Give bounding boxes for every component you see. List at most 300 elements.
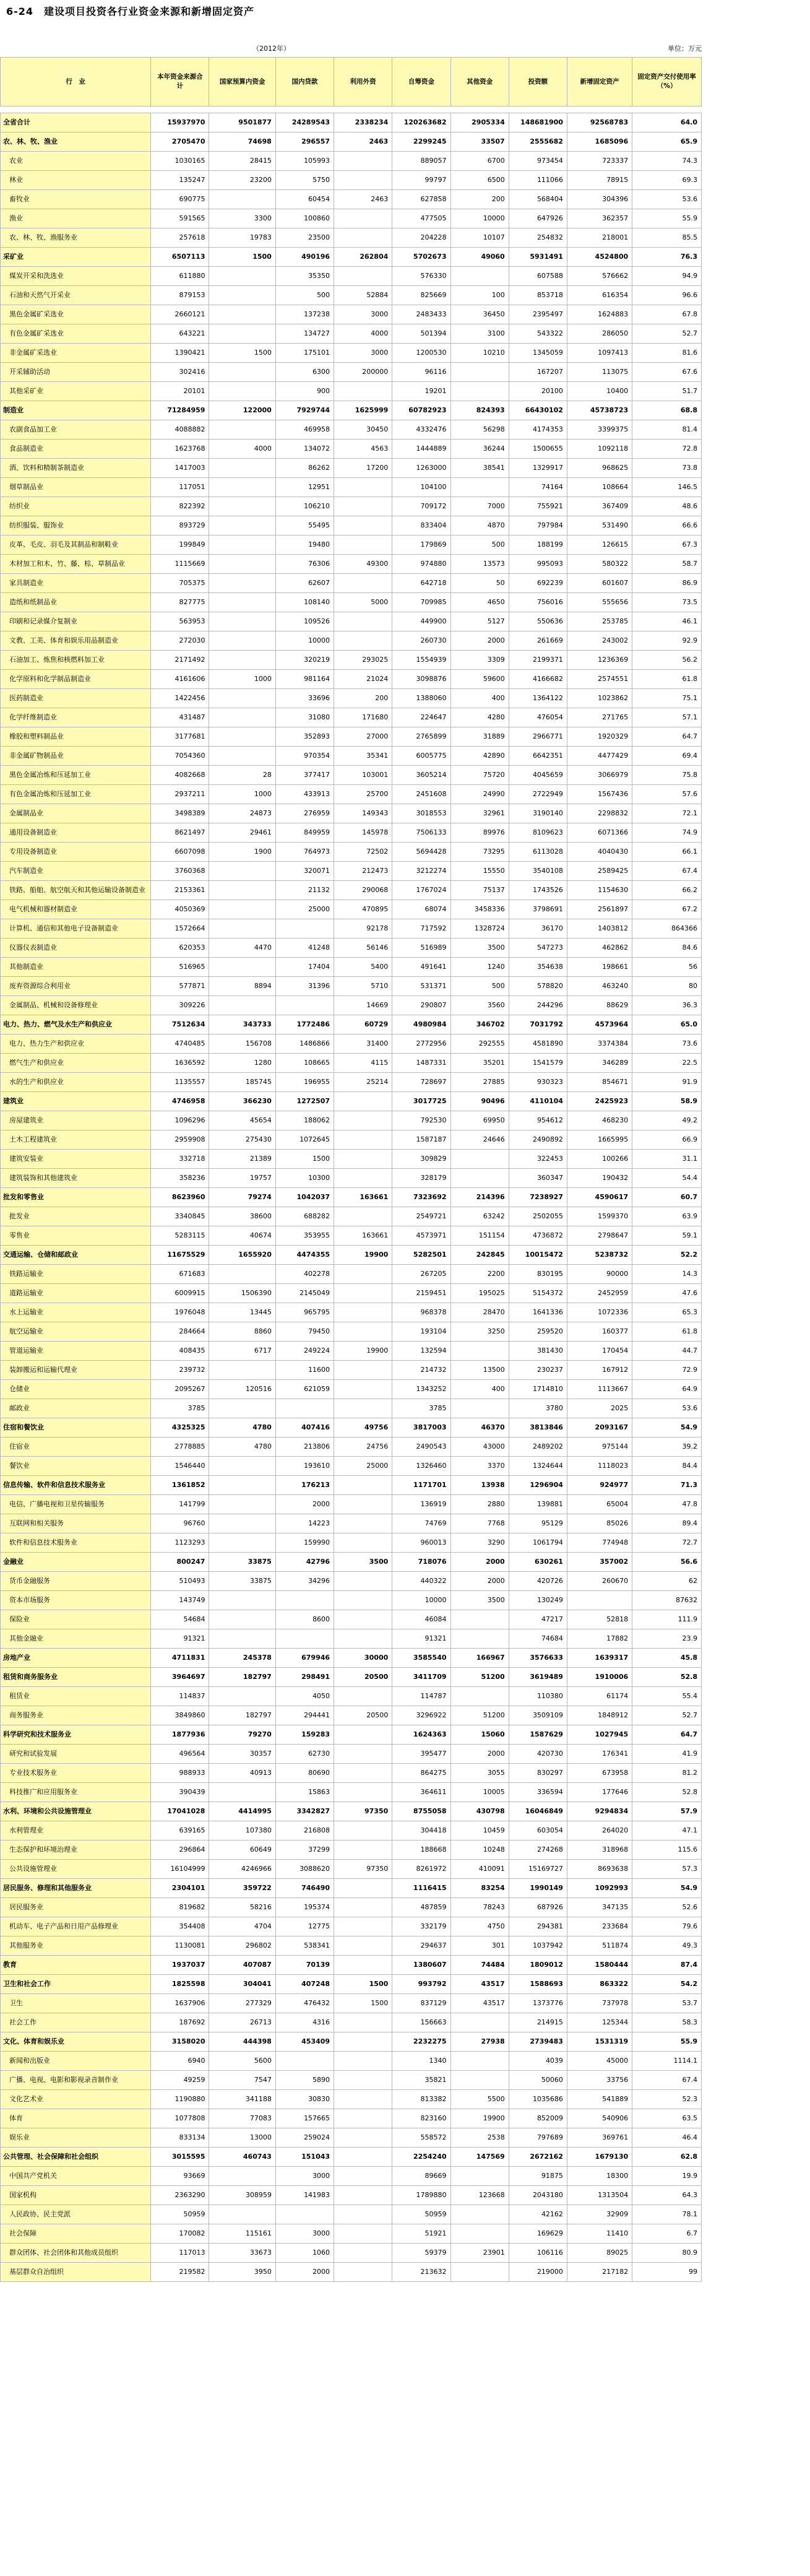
table-cell: 151154	[450, 1226, 509, 1246]
table-cell	[450, 363, 509, 382]
table-cell: 4000	[209, 440, 275, 459]
table-cell: 2000	[450, 631, 509, 651]
table-cell: 53.7	[632, 1994, 702, 2013]
table-cell: 63.9	[632, 1207, 702, 1226]
table-cell: 196955	[275, 1073, 334, 1092]
table-cell: 591565	[151, 209, 209, 228]
table-cell: 56146	[334, 939, 392, 958]
table-cell: 460743	[209, 2148, 275, 2167]
table-cell: 49756	[334, 1418, 392, 1438]
table-cell: 10000	[275, 631, 334, 651]
table-cell: 308959	[209, 2186, 275, 2205]
table-cell: 33875	[209, 1572, 275, 1591]
table-cell: 67.3	[632, 536, 702, 555]
table-row-group	[1, 1725, 702, 1745]
table-cell: 8261972	[392, 1860, 450, 1879]
table-cell: 73.8	[632, 459, 702, 478]
table-cell	[334, 1380, 392, 1399]
table-row	[1, 267, 702, 286]
table-cell	[209, 267, 275, 286]
table-cell: 353955	[275, 1226, 334, 1246]
table-cell: 64.9	[632, 1380, 702, 1399]
table-cell: 17404	[275, 958, 334, 977]
table-cell: 57.6	[632, 785, 702, 804]
table-cell: 204228	[392, 228, 450, 248]
table-cell: 688282	[275, 1207, 334, 1226]
table-cell: 132594	[392, 1342, 450, 1361]
column-header: 本年资金来源合计	[151, 58, 209, 106]
table-cell: 854671	[567, 1073, 632, 1092]
row-label: 水利、环境和公共设施管理业	[1, 1802, 151, 1821]
row-label: 建筑业	[1, 1092, 151, 1111]
table-cell: 78243	[450, 1898, 509, 1917]
table-cell	[209, 363, 275, 382]
table-cell: 16104999	[151, 1860, 209, 1879]
table-cell: 106116	[509, 2244, 567, 2263]
table-cell: 1417003	[151, 459, 209, 478]
table-cell: 193610	[275, 1457, 334, 1476]
row-label: 采矿业	[1, 248, 151, 267]
table-cell: 200	[450, 190, 509, 209]
table-cell: 47.8	[632, 1495, 702, 1514]
table-cell: 346289	[567, 1054, 632, 1073]
table-row	[1, 2167, 702, 2186]
table-row-group	[1, 1879, 702, 1898]
table-cell: 3411709	[392, 1668, 450, 1687]
table-cell: 407248	[275, 1975, 334, 1994]
table-cell: 4280	[450, 708, 509, 727]
row-label: 黑色金属冶炼和压延加工业	[1, 766, 151, 785]
table-cell	[209, 727, 275, 747]
table-cell: 3760368	[151, 862, 209, 881]
table-cell: 1092118	[567, 440, 632, 459]
table-cell: 64.7	[632, 727, 702, 747]
table-cell: 679946	[275, 1649, 334, 1668]
table-cell: 11675529	[151, 1246, 209, 1265]
table-cell: 2538	[450, 2128, 509, 2148]
table-row	[1, 152, 702, 171]
table-cell: 120516	[209, 1380, 275, 1399]
table-cell: 1531319	[567, 2032, 632, 2052]
table-cell: 72.9	[632, 1361, 702, 1380]
table-cell: 213806	[275, 1438, 334, 1457]
table-cell: 960013	[392, 1533, 450, 1553]
table-cell: 1092993	[567, 1879, 632, 1898]
table-cell: 176341	[567, 1745, 632, 1764]
table-cell: 4746958	[151, 1092, 209, 1111]
table-cell: 277329	[209, 1994, 275, 2013]
table-cell: 822392	[151, 497, 209, 516]
table-cell: 59.1	[632, 1226, 702, 1246]
row-label: 全省合计	[1, 113, 151, 132]
row-label: 信息传输、软件和信息技术服务业	[1, 1476, 151, 1495]
table-cell: 1023862	[567, 689, 632, 708]
table-cell: 4750	[450, 1917, 509, 1936]
table-cell: 3000	[275, 2167, 334, 2186]
table-row	[1, 631, 702, 651]
table-cell: 705375	[151, 574, 209, 593]
table-cell: 5400	[334, 958, 392, 977]
table-row-group	[1, 1092, 702, 1111]
table-cell	[209, 497, 275, 516]
row-label: 非金属矿物制品业	[1, 747, 151, 766]
table-row	[1, 363, 702, 382]
table-cell	[275, 1591, 334, 1610]
table-cell: 219582	[151, 2263, 209, 2282]
row-label: 废弃资源综合利用业	[1, 977, 151, 996]
table-row	[1, 823, 702, 843]
table-cell: 170082	[151, 2224, 209, 2244]
row-label: 农业	[1, 152, 151, 171]
table-cell: 5694428	[392, 843, 450, 862]
row-label: 农、林、牧、渔服务业	[1, 228, 151, 248]
table-cell: 2937211	[151, 785, 209, 804]
table-cell: 1135557	[151, 1073, 209, 1092]
table-cell: 72.8	[632, 440, 702, 459]
table-cell: 10210	[450, 344, 509, 363]
table-cell: 717592	[392, 919, 450, 939]
table-cell: 3500	[334, 1553, 392, 1572]
table-cell: 33696	[275, 689, 334, 708]
column-header: 国家预算内资金	[209, 58, 275, 106]
table-cell: 117013	[151, 2244, 209, 2263]
table-cell: 199849	[151, 536, 209, 555]
table-cell	[334, 2186, 392, 2205]
table-cell	[209, 2167, 275, 2186]
table-cell: 74.9	[632, 823, 702, 843]
table-cell	[334, 1841, 392, 1860]
table-row	[1, 2205, 702, 2224]
table-cell	[334, 171, 392, 190]
table-cell: 74684	[509, 1629, 567, 1649]
row-label: 批发和零售业	[1, 1188, 151, 1207]
row-label: 烟草制品业	[1, 478, 151, 497]
table-cell: 2145049	[275, 1284, 334, 1303]
table-cell: 19783	[209, 228, 275, 248]
table-cell: 55.9	[632, 209, 702, 228]
table-cell: 41248	[275, 939, 334, 958]
table-cell: 3300	[209, 209, 275, 228]
table-cell: 90496	[450, 1092, 509, 1111]
table-cell: 1623768	[151, 440, 209, 459]
table-cell: 833134	[151, 2128, 209, 2148]
table-cell: 1500655	[509, 440, 567, 459]
table-row	[1, 2090, 702, 2109]
row-label: 煤炭开采和洗选业	[1, 267, 151, 286]
row-label: 餐饮业	[1, 1457, 151, 1476]
table-cell: 4736872	[509, 1226, 567, 1246]
table-cell: 91321	[151, 1629, 209, 1649]
table-cell: 96116	[392, 363, 450, 382]
table-cell	[334, 612, 392, 631]
table-cell: 294381	[509, 1917, 567, 1936]
table-cell: 3055	[450, 1764, 509, 1783]
row-label: 橡胶和塑料制品业	[1, 727, 151, 747]
table-cell: 224647	[392, 708, 450, 727]
table-cell: 3813846	[509, 1418, 567, 1438]
table-cell: 516965	[151, 958, 209, 977]
table-cell	[209, 516, 275, 536]
row-label: 互联网和相关服务	[1, 1514, 151, 1533]
row-label: 广播、电视、电影和影视录音制作业	[1, 2071, 151, 2090]
table-row	[1, 1226, 702, 1246]
table-cell: 531371	[392, 977, 450, 996]
table-cell: 54.2	[632, 1975, 702, 1994]
table-cell: 26713	[209, 2013, 275, 2032]
table-cell: 53.6	[632, 1399, 702, 1418]
table-cell: 2395497	[509, 305, 567, 324]
row-label: 批发业	[1, 1207, 151, 1226]
table-cell: 13938	[450, 1476, 509, 1495]
table-cell: 4524800	[567, 248, 632, 267]
table-cell: 33875	[209, 1553, 275, 1572]
row-label: 卫生和社会工作	[1, 1975, 151, 1994]
table-row-group	[1, 1246, 702, 1265]
table-cell: 1390421	[151, 344, 209, 363]
table-cell: 3018553	[392, 804, 450, 823]
table-row	[1, 862, 702, 881]
table-cell: 3017725	[392, 1092, 450, 1111]
table-cell: 99797	[392, 171, 450, 190]
table-cell	[275, 996, 334, 1015]
table-cell: 17200	[334, 459, 392, 478]
table-cell: 15550	[450, 862, 509, 881]
table-cell: 4174353	[509, 420, 567, 440]
row-label: 房屋建筑业	[1, 1111, 151, 1130]
table-cell: 1042037	[275, 1188, 334, 1207]
table-cell: 367409	[567, 497, 632, 516]
table-cell: 139881	[509, 1495, 567, 1514]
table-cell: 995093	[509, 555, 567, 574]
table-row	[1, 727, 702, 747]
table-cell: 616354	[567, 286, 632, 305]
table-cell: 864275	[392, 1764, 450, 1783]
table-cell: 171680	[334, 708, 392, 727]
table-cell: 2489202	[509, 1438, 567, 1457]
table-cell: 108665	[275, 1054, 334, 1073]
table-cell: 671683	[151, 1265, 209, 1284]
spacer-cell	[1, 106, 702, 113]
table-cell: 3212274	[392, 862, 450, 881]
table-cell: 10248	[450, 1841, 509, 1860]
table-cell: 3458336	[450, 900, 509, 919]
table-cell: 97350	[334, 1802, 392, 1821]
table-cell: 4332476	[392, 420, 450, 440]
table-cell: 6005775	[392, 747, 450, 766]
table-cell: 7929744	[275, 401, 334, 420]
table-cell: 62	[632, 1572, 702, 1591]
row-label: 文教、工美、体育和娱乐用品制造业	[1, 631, 151, 651]
row-label: 金融业	[1, 1553, 151, 1572]
table-cell: 6071366	[567, 823, 632, 843]
table-cell: 103001	[334, 766, 392, 785]
table-cell	[334, 497, 392, 516]
table-cell	[209, 190, 275, 209]
table-cell: 500	[275, 286, 334, 305]
table-cell: 72.1	[632, 804, 702, 823]
row-label: 仓储业	[1, 1380, 151, 1399]
table-cell: 6607098	[151, 843, 209, 862]
table-cell: 111.9	[632, 1610, 702, 1629]
table-cell: 114837	[151, 1687, 209, 1706]
table-cell: 97350	[334, 1860, 392, 1879]
table-cell: 576330	[392, 267, 450, 286]
table-cell	[450, 1150, 509, 1169]
table-cell: 1060	[275, 2244, 334, 2263]
table-cell: 3342827	[275, 1802, 334, 1821]
table-row	[1, 804, 702, 823]
table-cell: 91321	[392, 1629, 450, 1649]
table-cell: 89.4	[632, 1514, 702, 1533]
table-cell	[334, 1917, 392, 1936]
table-cell: 39.2	[632, 1438, 702, 1457]
table-cell: 1190880	[151, 2090, 209, 2109]
table-cell: 3088620	[275, 1860, 334, 1879]
table-cell	[209, 881, 275, 900]
table-cell: 555656	[567, 593, 632, 612]
table-cell: 169629	[509, 2224, 567, 2244]
table-cell: 2095267	[151, 1380, 209, 1399]
table-cell: 21389	[209, 1150, 275, 1169]
table-row	[1, 843, 702, 862]
table-cell: 4870	[450, 516, 509, 536]
table-cell: 47.6	[632, 1284, 702, 1303]
table-cell: 1624883	[567, 305, 632, 324]
table-cell: 188668	[392, 1841, 450, 1860]
table-cell: 52.8	[632, 1783, 702, 1802]
table-row	[1, 1745, 702, 1764]
table-cell	[334, 1936, 392, 1956]
table-cell	[450, 2013, 509, 2032]
table-cell: 96.6	[632, 286, 702, 305]
table-cell: 11600	[275, 1361, 334, 1380]
table-cell: 15169727	[509, 1860, 567, 1879]
table-row	[1, 2052, 702, 2071]
table-cell: 292555	[450, 1034, 509, 1054]
table-cell: 214396	[450, 1188, 509, 1207]
table-cell: 3780	[509, 1399, 567, 1418]
table-cell: 34296	[275, 1572, 334, 1591]
row-label: 房地产业	[1, 1649, 151, 1668]
table-cell: 547273	[509, 939, 567, 958]
table-cell: 59379	[392, 2244, 450, 2263]
table-cell: 930323	[509, 1073, 567, 1092]
table-cell: 76306	[275, 555, 334, 574]
table-cell: 2000	[450, 1745, 509, 1764]
table-cell	[334, 2032, 392, 2052]
table-cell: 1679130	[567, 2148, 632, 2167]
table-cell: 146.5	[632, 478, 702, 497]
table-cell: 477505	[392, 209, 450, 228]
table-cell: 1324644	[509, 1457, 567, 1476]
table-cell: 56298	[450, 420, 509, 440]
table-cell: 58216	[209, 1898, 275, 1917]
table-cell: 4088882	[151, 420, 209, 440]
table-cell: 52.7	[632, 1706, 702, 1725]
table-cell: 369761	[567, 2128, 632, 2148]
table-cell: 5750	[275, 171, 334, 190]
table-cell: 500	[450, 977, 509, 996]
table-cell: 377417	[275, 766, 334, 785]
table-cell: 3560	[450, 996, 509, 1015]
table-cell: 10015472	[509, 1246, 567, 1265]
table-cell: 1587187	[392, 1130, 450, 1150]
table-cell: 336594	[509, 1783, 567, 1802]
table-cell: 156663	[392, 2013, 450, 2032]
table-cell: 1567436	[567, 785, 632, 804]
table-cell: 32909	[567, 2205, 632, 2224]
table-cell: 78915	[567, 171, 632, 190]
table-cell	[450, 267, 509, 286]
table-cell: 141799	[151, 1495, 209, 1514]
table-cell: 1380607	[392, 1956, 450, 1975]
table-cell: 853718	[509, 286, 567, 305]
row-label: 装卸搬运和运输代理业	[1, 1361, 151, 1380]
table-cell: 603054	[509, 1821, 567, 1841]
column-header: 行 业	[1, 58, 151, 106]
table-row	[1, 1284, 702, 1303]
table-cell: 402278	[275, 1265, 334, 1284]
table-cell	[334, 2052, 392, 2071]
table-cell: 8623960	[151, 1188, 209, 1207]
table-cell: 17882	[567, 1629, 632, 1649]
table-cell: 23.9	[632, 1629, 702, 1649]
row-label: 保险业	[1, 1610, 151, 1629]
table-row-group	[1, 1476, 702, 1495]
table-row	[1, 785, 702, 804]
table-cell	[209, 1514, 275, 1533]
row-label: 专业技术服务业	[1, 1764, 151, 1783]
table-cell: 260730	[392, 631, 450, 651]
table-cell: 46.4	[632, 2128, 702, 2148]
table-cell: 93669	[151, 2167, 209, 2186]
table-row	[1, 1322, 702, 1342]
table-cell: 1789880	[392, 2186, 450, 2205]
row-label: 纺织服装、服饰业	[1, 516, 151, 536]
table-row	[1, 1783, 702, 1802]
table-cell: 99	[632, 2263, 702, 2282]
table-cell: 2778885	[151, 1438, 209, 1457]
table-cell: 332718	[151, 1150, 209, 1169]
table-cell: 4039	[509, 2052, 567, 2071]
table-cell: 620353	[151, 939, 209, 958]
table-cell: 320071	[275, 862, 334, 881]
table-cell: 56	[632, 958, 702, 977]
table-cell	[334, 1898, 392, 1917]
table-cell: 7000	[450, 497, 509, 516]
table-cell: 1809012	[509, 1956, 567, 1975]
table-cell: 7512634	[151, 1015, 209, 1034]
table-cell: 23200	[209, 171, 275, 190]
table-cell: 1000	[209, 785, 275, 804]
table-row	[1, 593, 702, 612]
table-cell: 510493	[151, 1572, 209, 1591]
table-cell: 849959	[275, 823, 334, 843]
table-cell: 105993	[275, 152, 334, 171]
table-cell: 301	[450, 1936, 509, 1956]
table-cell	[334, 1361, 392, 1380]
row-label: 电气机械和器材制造业	[1, 900, 151, 919]
table-cell: 3190140	[509, 804, 567, 823]
row-label: 卫生	[1, 1994, 151, 2013]
table-cell: 31889	[450, 727, 509, 747]
table-cell: 4161606	[151, 670, 209, 689]
table-cell: 487859	[392, 1898, 450, 1917]
table-cell: 1624363	[392, 1725, 450, 1745]
table-cell	[334, 2224, 392, 2244]
table-cell: 1848912	[567, 1706, 632, 1725]
table-cell: 1572664	[151, 919, 209, 939]
